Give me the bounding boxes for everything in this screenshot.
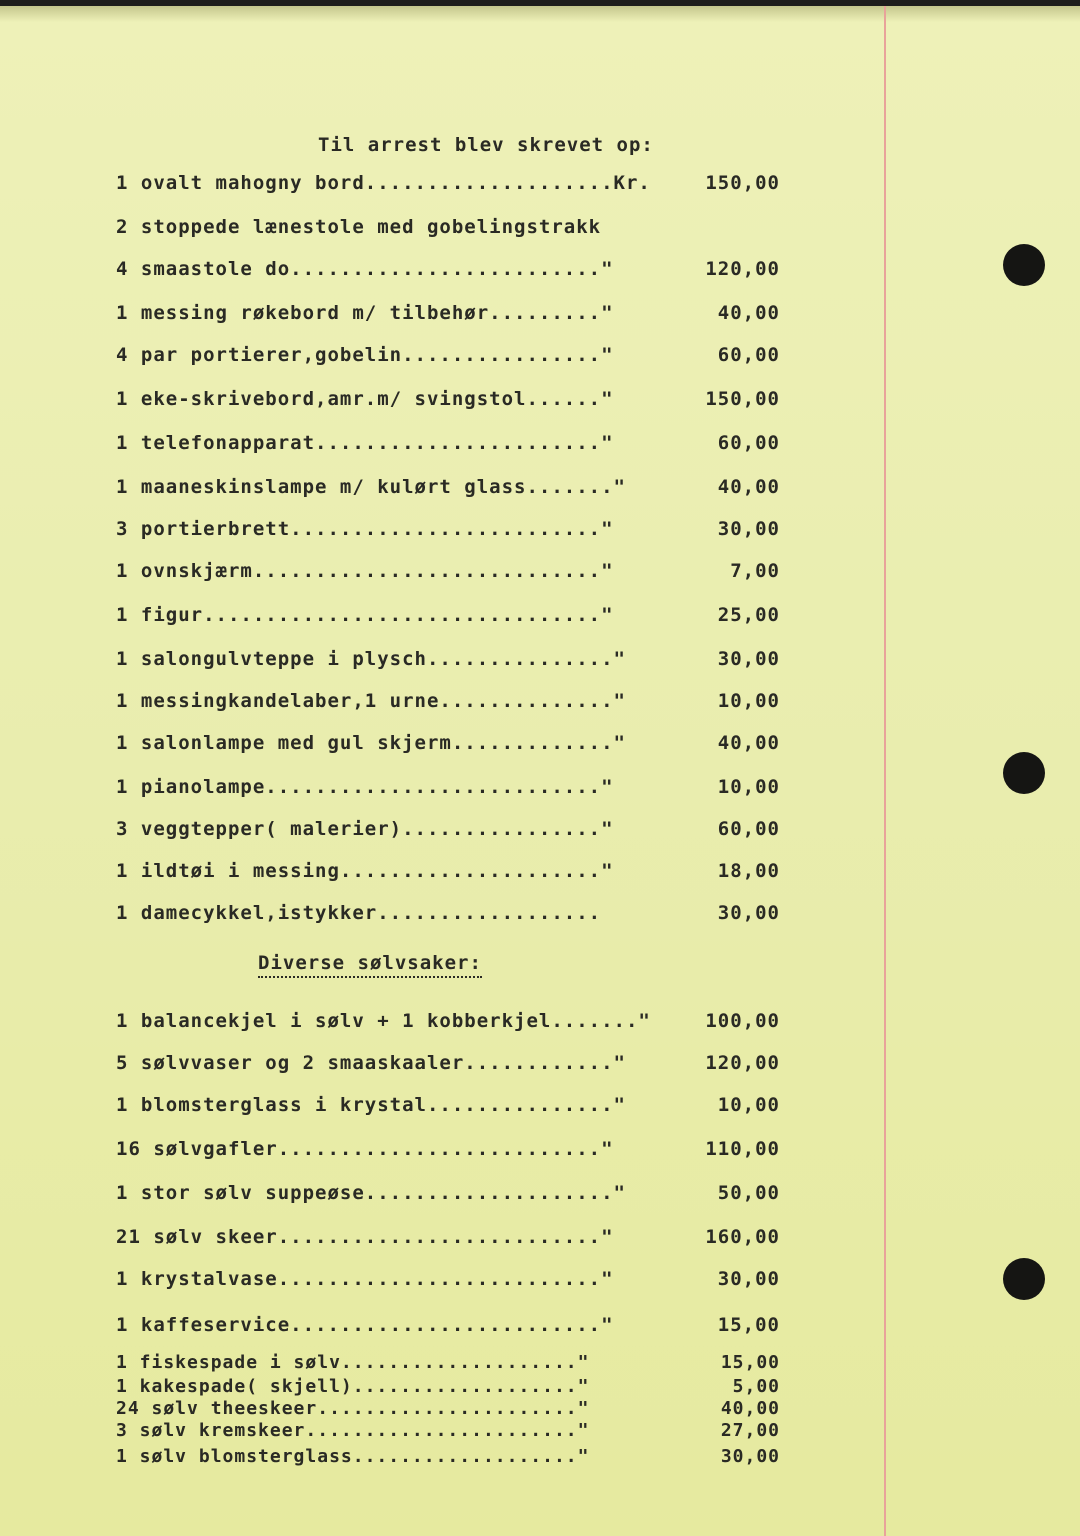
item-description: 1 salonlampe med gul skjerm............." [116, 732, 626, 754]
table-row [116, 1314, 796, 1338]
item-description: 1 sølv blomsterglass..................." [116, 1446, 590, 1467]
item-description: 4 par portierer,gobelin................" [116, 344, 614, 366]
item-amount: 30,00 [720, 1446, 780, 1467]
item-amount: 60,00 [717, 344, 780, 366]
table-row [116, 1226, 796, 1250]
table-row [116, 388, 796, 412]
item-amount: 15,00 [720, 1352, 780, 1373]
table-row [116, 1352, 796, 1376]
item-description: 1 pianolampe..........................." [116, 776, 614, 798]
item-amount: 25,00 [717, 604, 780, 626]
item-description: 1 ildtøi i messing....................." [116, 860, 614, 882]
table-row [116, 604, 796, 628]
item-amount: 10,00 [717, 1094, 780, 1116]
item-description: 1 messing røkebord m/ tilbehør........." [116, 302, 614, 324]
item-description: 1 stor sølv suppeøse...................." [116, 1182, 626, 1204]
item-description: 1 damecykkel,istykker.................. [116, 902, 602, 924]
item-amount: 15,00 [717, 1314, 780, 1336]
table-row [116, 172, 796, 196]
item-description: 5 sølvvaser og 2 smaaskaaler............" [116, 1052, 626, 1074]
section-heading-silver: Diverse sølvsaker: [258, 952, 482, 978]
item-amount: 27,00 [720, 1420, 780, 1441]
punch-hole-middle [1003, 752, 1045, 794]
item-amount: 50,00 [717, 1182, 780, 1204]
table-row [116, 690, 796, 714]
item-description: 1 krystalvase.........................." [116, 1268, 614, 1290]
item-amount: 150,00 [705, 388, 780, 410]
item-amount: 120,00 [705, 258, 780, 280]
table-row [116, 648, 796, 672]
table-row [116, 1182, 796, 1206]
item-amount: 150,00 [705, 172, 780, 194]
item-description: 3 veggtepper( malerier)................" [116, 818, 614, 840]
item-description: 1 kakespade( skjell)..................." [116, 1376, 590, 1397]
item-amount: 110,00 [705, 1138, 780, 1160]
item-description: 1 telefonapparat......................." [116, 432, 614, 454]
item-description: 3 portierbrett........................." [116, 518, 614, 540]
item-amount: 60,00 [717, 432, 780, 454]
table-row [116, 1446, 796, 1470]
page-heading: Til arrest blev skrevet op: [318, 134, 654, 156]
item-amount: 5,00 [732, 1376, 780, 1397]
table-row [116, 1010, 796, 1034]
item-amount: 100,00 [705, 1010, 780, 1032]
item-description: 1 blomsterglass i krystal..............." [116, 1094, 626, 1116]
item-description: 1 eke-skrivebord,amr.m/ svingstol......" [116, 388, 614, 410]
item-description: 4 smaastole do........................." [116, 258, 614, 280]
item-amount: 60,00 [717, 818, 780, 840]
item-description: 1 kaffeservice........................." [116, 1314, 614, 1336]
table-row [116, 560, 796, 584]
item-description: 1 maaneskinslampe m/ kulørt glass......." [116, 476, 626, 498]
table-row [116, 1268, 796, 1292]
table-row [116, 258, 796, 282]
item-description: 1 ovnskjærm............................" [116, 560, 614, 582]
item-description: 1 messingkandelaber,1 urne.............." [116, 690, 626, 712]
table-row [116, 1094, 796, 1118]
table-row [116, 902, 796, 926]
table-row [116, 732, 796, 756]
table-row [116, 1052, 796, 1076]
item-description: 24 sølv theeskeer......................" [116, 1398, 590, 1419]
item-amount: 40,00 [717, 476, 780, 498]
page-top-shadow [0, 6, 1080, 22]
table-row [116, 1398, 796, 1422]
table-row [116, 1420, 796, 1444]
margin-rule [884, 6, 886, 1536]
item-amount: 30,00 [717, 1268, 780, 1290]
item-amount: 10,00 [717, 776, 780, 798]
item-amount: 30,00 [717, 648, 780, 670]
table-row [116, 1138, 796, 1162]
item-amount: 30,00 [717, 518, 780, 540]
item-description: 21 sølv skeer.........................." [116, 1226, 614, 1248]
item-amount: 10,00 [717, 690, 780, 712]
table-row [116, 432, 796, 456]
item-amount: 18,00 [717, 860, 780, 882]
table-row [116, 344, 796, 368]
document-page [0, 6, 1080, 1536]
item-description: 1 salongulvteppe i plysch..............." [116, 648, 626, 670]
table-row [116, 776, 796, 800]
item-description: 1 ovalt mahogny bord....................Kr. [116, 172, 651, 194]
item-amount: 160,00 [705, 1226, 780, 1248]
table-row [116, 302, 796, 326]
table-row [116, 216, 796, 240]
item-amount: 40,00 [720, 1398, 780, 1419]
item-description: 1 figur................................" [116, 604, 614, 626]
table-row [116, 818, 796, 842]
item-description: 1 balancekjel i sølv + 1 kobberkjel......." [116, 1010, 651, 1032]
punch-hole-bottom [1003, 1258, 1045, 1300]
item-description: 2 stoppede lænestole med gobelingstrakk [116, 216, 602, 238]
table-row [116, 518, 796, 542]
item-amount: 40,00 [717, 732, 780, 754]
punch-hole-top [1003, 244, 1045, 286]
item-amount: 30,00 [717, 902, 780, 924]
table-row [116, 860, 796, 884]
item-description: 3 sølv kremskeer......................." [116, 1420, 590, 1441]
item-amount: 120,00 [705, 1052, 780, 1074]
table-row [116, 1376, 796, 1400]
item-amount: 7,00 [730, 560, 780, 582]
item-description: 16 sølvgafler.........................." [116, 1138, 614, 1160]
item-description: 1 fiskespade i sølv...................." [116, 1352, 590, 1373]
item-amount: 40,00 [717, 302, 780, 324]
table-row [116, 476, 796, 500]
